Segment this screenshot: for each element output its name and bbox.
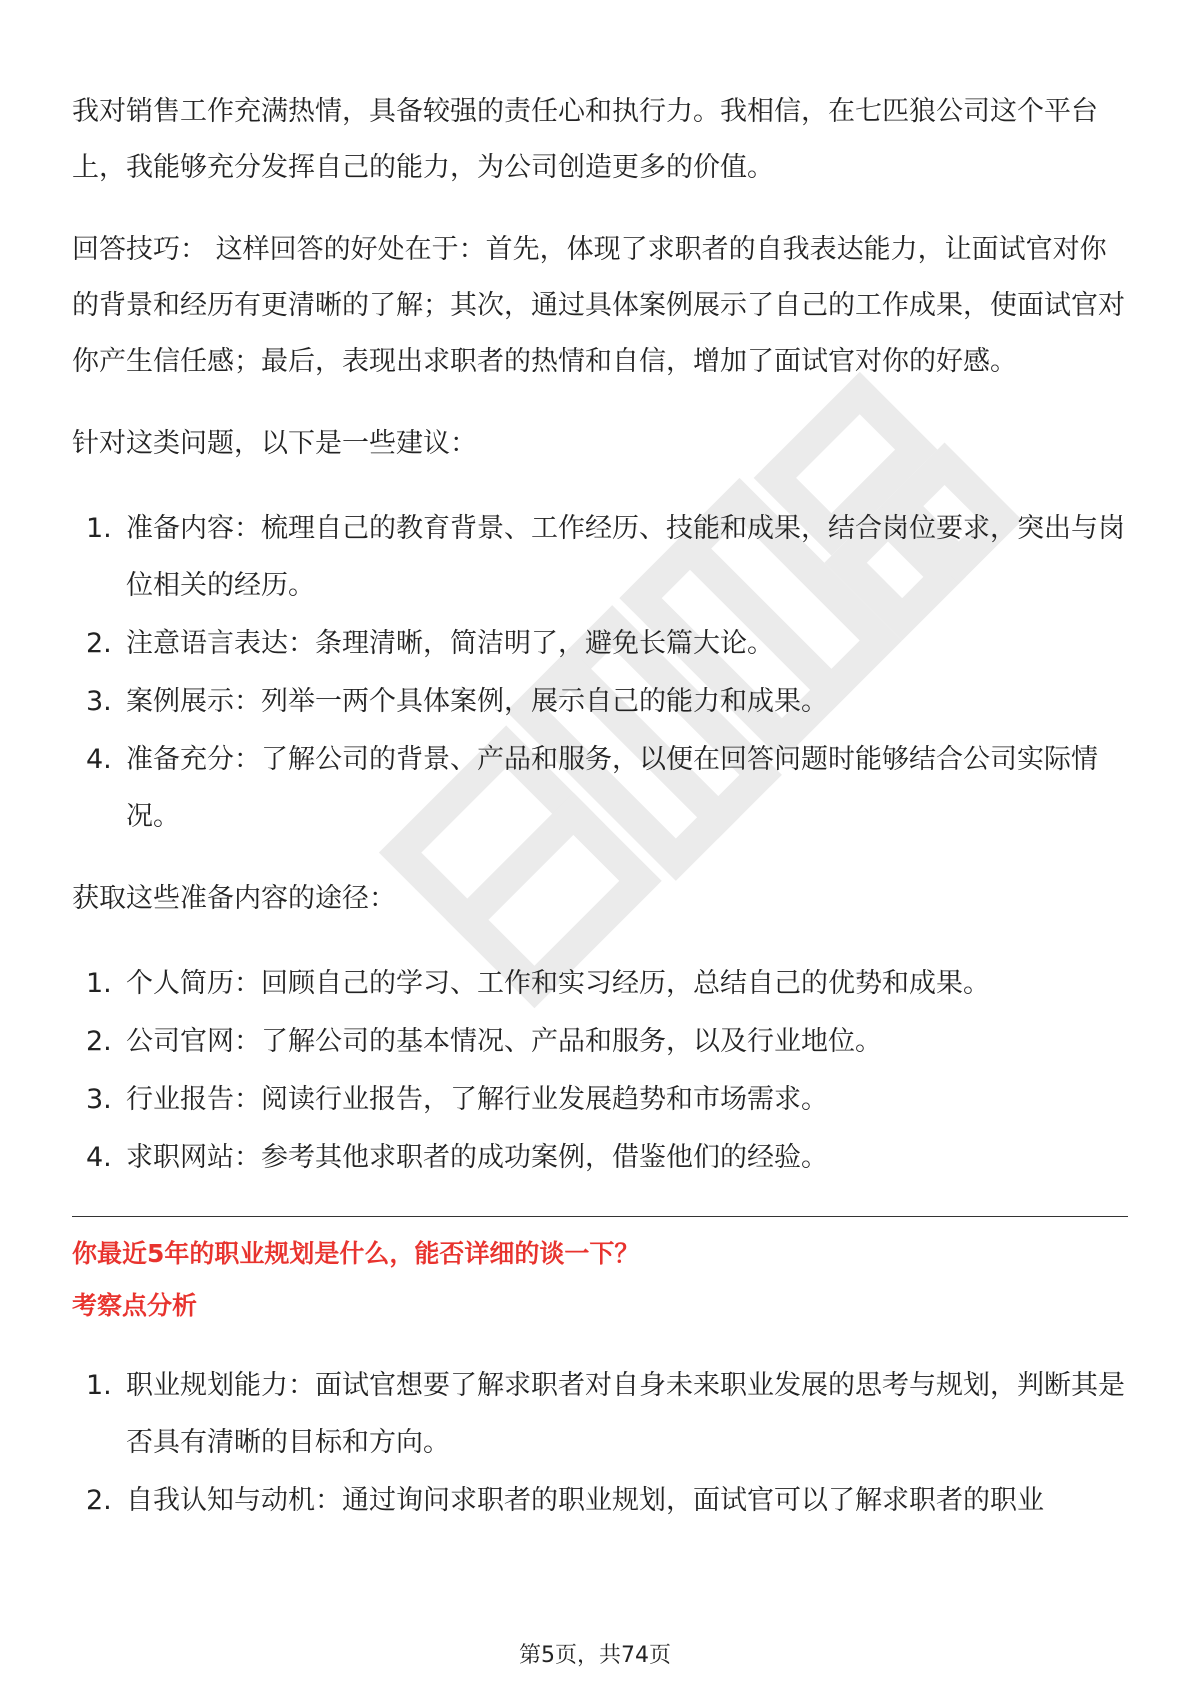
list-item: 4. 准备充分：了解公司的背景、产品和服务，以便在回答问题时能够结合公司实际情况。 <box>86 744 1098 832</box>
list-item: 1. 个人简历：回顾自己的学习、工作和实习经历，总结自己的优势和成果。 <box>86 968 990 999</box>
tip-paragraph: 回答技巧： 这样回答的好处在于：首先，体现了求职者的自我表达能力，让面试官对你的背景和经历有更清晰的了解；其次，通过具体案例展示了自己的工作成果，使面试官对你产生信任感；最后，表现出求职者的热情和自信，增加了面试官对你的好感。 <box>72 234 1125 377</box>
sources-heading: 获取这些准备内容的途径： <box>72 883 396 914</box>
suggestions-heading: 针对这类问题，以下是一些建议： <box>72 428 477 459</box>
suggestions-list <box>72 500 1128 845</box>
list-item: 1. 职业规划能力：面试官想要了解求职者对自身未来职业发展的思考与规划，判断其是否具有清晰的目标和方向。 <box>86 1370 1125 1458</box>
list-item: 2. 注意语言表达：条理清晰，简洁明了，避免长篇大论。 <box>86 628 774 659</box>
analysis-list <box>72 1357 1128 1529</box>
list-item: 3. 案例展示：列举一两个具体案例，展示自己的能力和成果。 <box>86 686 828 717</box>
intro-paragraph: 我对销售工作充满热情，具备较强的责任心和执行力。我相信，在七匹狼公司这个平台上，我能够充分发挥自己的能力，为公司创造更多的价值。 <box>72 96 1098 183</box>
list-item: 2. 公司官网：了解公司的基本情况、产品和服务，以及行业地位。 <box>86 1026 882 1057</box>
list-item: 3. 行业报告：阅读行业报告，了解行业发展趋势和市场需求。 <box>86 1084 828 1115</box>
question-heading: 你最近5年的职业规划是什么，能否详细的谈一下？ <box>72 1239 640 1268</box>
page-content <box>72 84 1128 1529</box>
sources-list <box>72 955 1128 1186</box>
list-item: 2. 自我认知与动机：通过询问求职者的职业规划，面试官可以了解求职者的职业 <box>86 1485 1044 1516</box>
list-item: 1. 准备内容：梳理自己的教育背景、工作经历、技能和成果，结合岗位要求，突出与岗位相关的经历。 <box>86 513 1125 601</box>
analysis-heading: 考察点分析 <box>72 1291 198 1320</box>
page-number-footer: 第5页，共74页 <box>519 1643 671 1668</box>
list-item: 4. 求职网站：参考其他求职者的成功案例，借鉴他们的经验。 <box>86 1142 828 1173</box>
section-divider <box>72 1216 1128 1217</box>
